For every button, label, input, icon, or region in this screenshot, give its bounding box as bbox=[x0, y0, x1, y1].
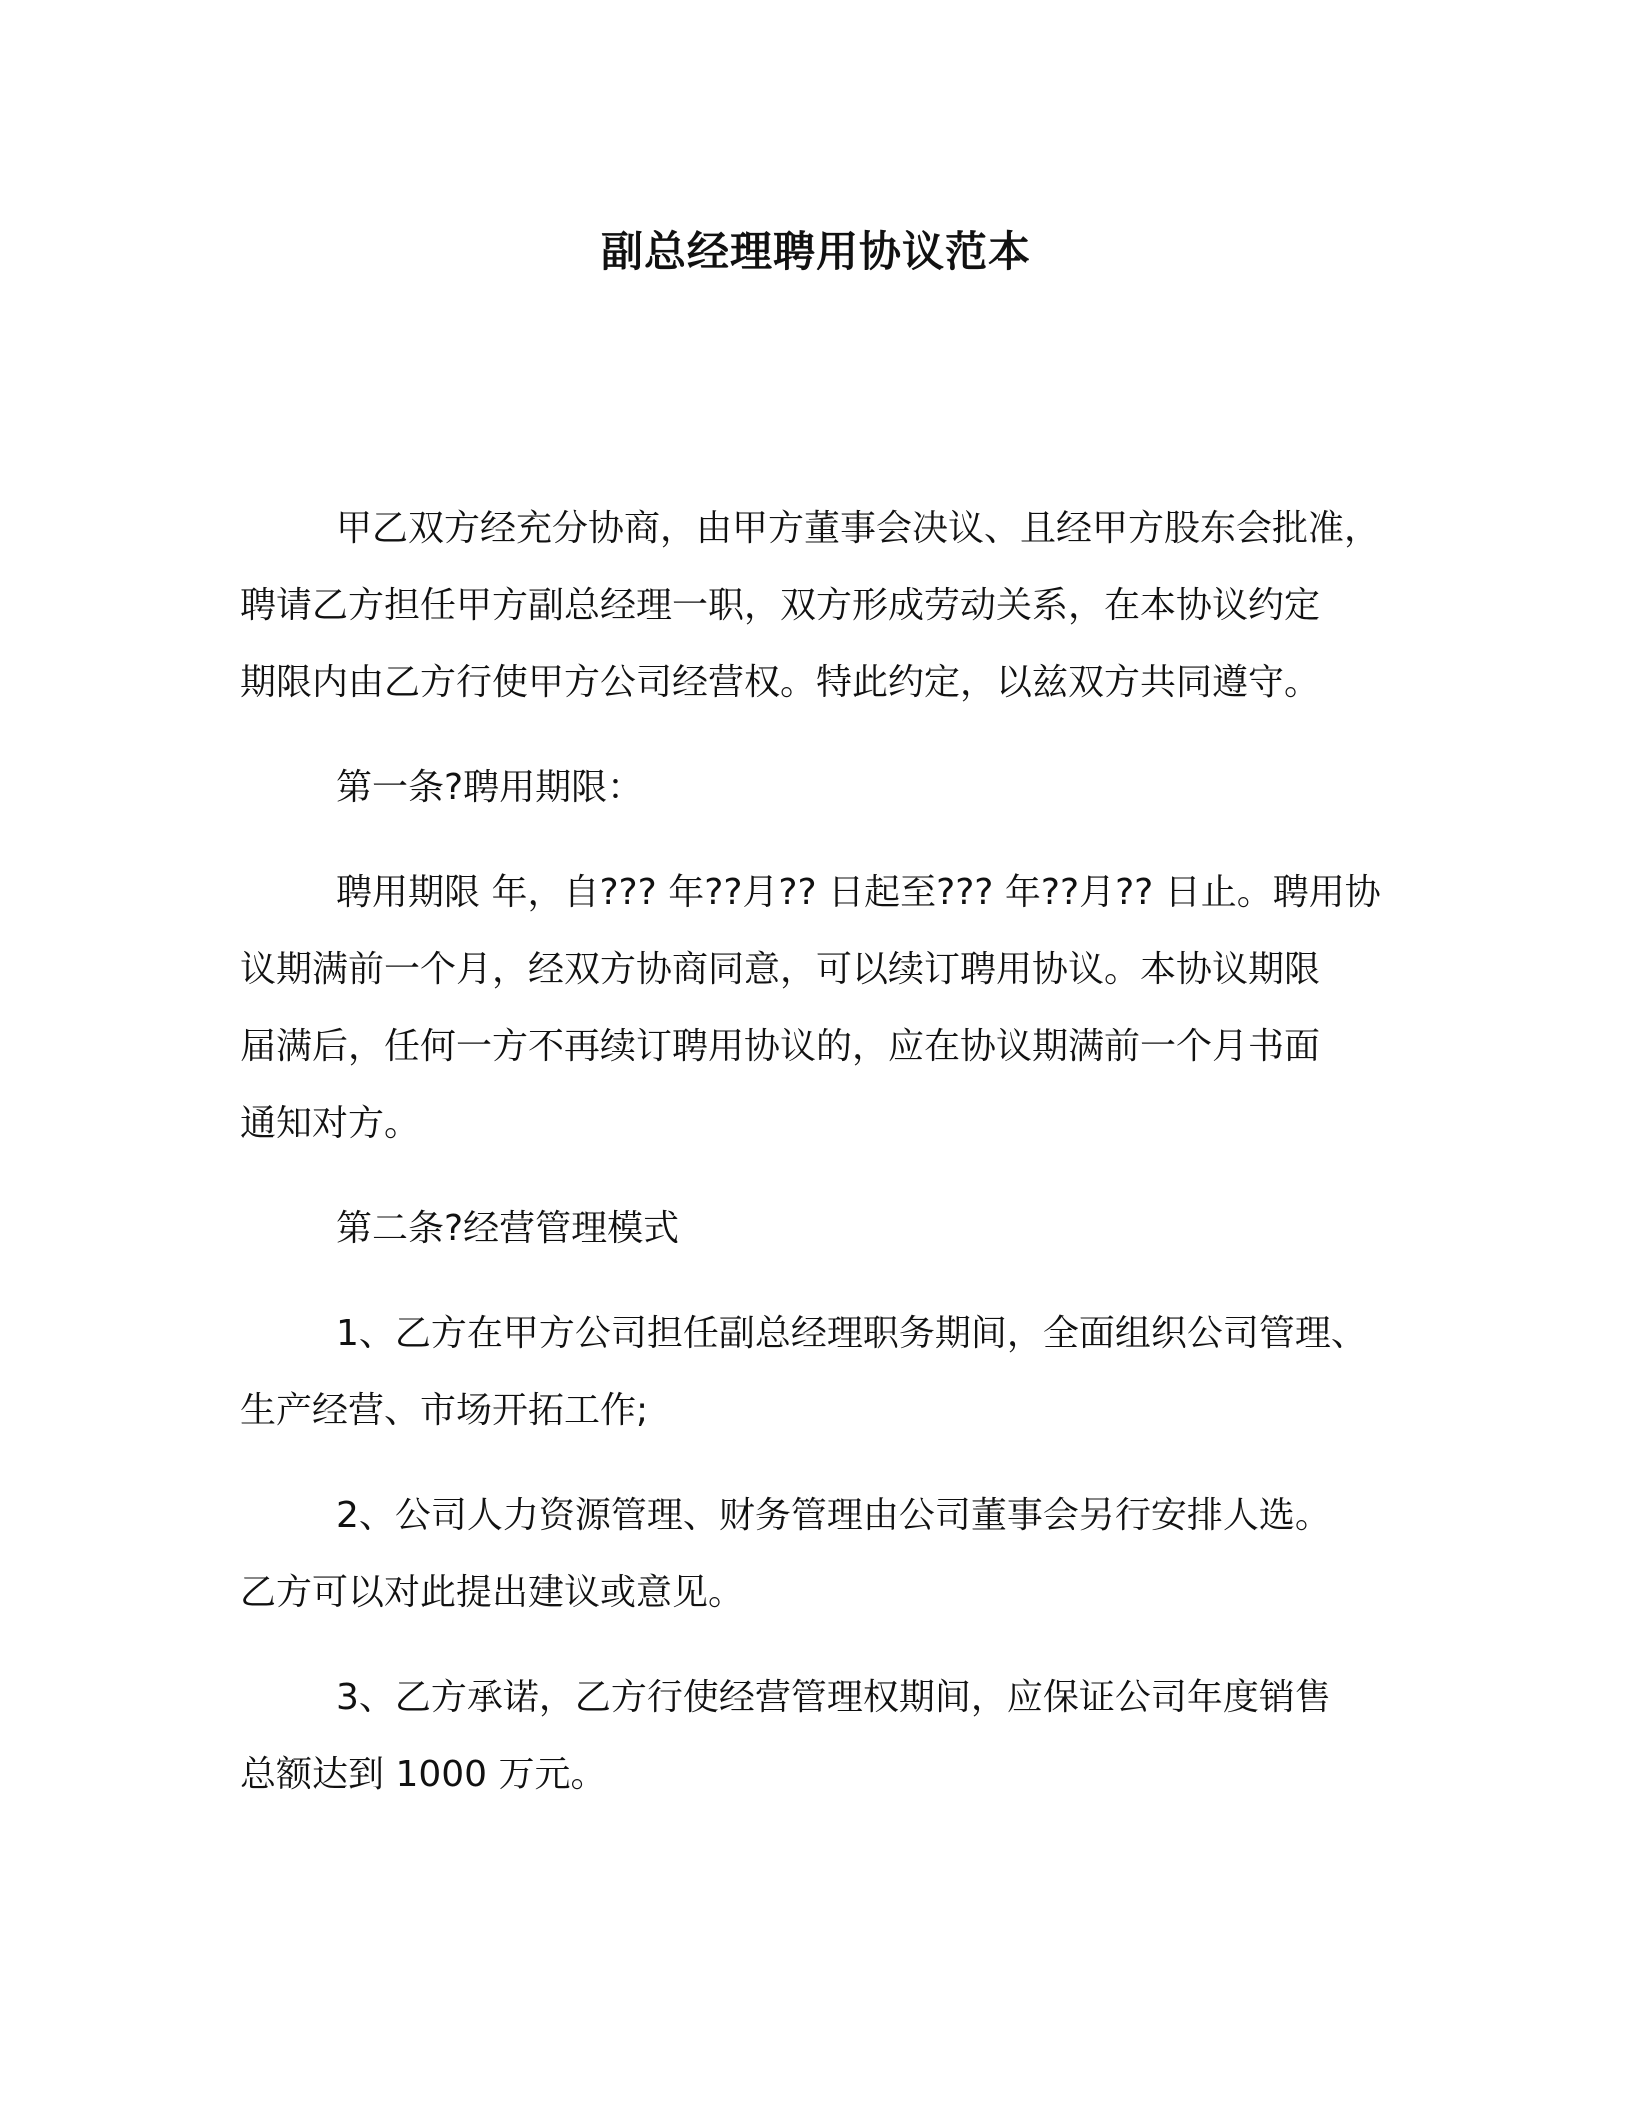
article-2-item-line: 总额达到 1000 万元。 bbox=[240, 1754, 607, 1795]
article-2-heading: 第二条?经营管理模式 bbox=[336, 1208, 680, 1249]
preamble-line: 期限内由乙方行使甲方公司经营权。特此约定，以兹双方共同遵守。 bbox=[240, 662, 1321, 703]
article-1-line: 议期满前一个月，经双方协商同意，可以续订聘用协议。本协议期限 bbox=[240, 949, 1321, 990]
preamble-line: 聘请乙方担任甲方副总经理一职，双方形成劳动关系，在本协议约定 bbox=[240, 585, 1321, 626]
article-1-heading: 第一条?聘用期限： bbox=[336, 767, 644, 808]
preamble-paragraph bbox=[240, 490, 1381, 721]
preamble-line: 甲乙双方经充分协商，由甲方董事会决议、且经甲方股东会批准， bbox=[336, 508, 1381, 549]
article-2-item-line: 1、乙方在甲方公司担任副总经理职务期间，全面组织公司管理、 bbox=[336, 1313, 1367, 1354]
article-2-item-2 bbox=[240, 1477, 1370, 1631]
document-body bbox=[240, 490, 1381, 1841]
article-2-item-line: 乙方可以对此提出建议或意见。 bbox=[240, 1572, 745, 1613]
article-2-item-line: 生产经营、市场开拓工作; bbox=[240, 1390, 649, 1431]
article-2-item-line: 3、乙方承诺，乙方行使经营管理权期间，应保证公司年度销售 bbox=[336, 1677, 1331, 1718]
article-1-line: 通知对方。 bbox=[240, 1103, 421, 1144]
article-1-line: 聘用期限 年，自??? 年??月?? 日起至??? 年??月?? 日止。聘用协 bbox=[336, 872, 1381, 913]
article-1-line: 届满后，任何一方不再续订聘用协议的，应在协议期满前一个月书面 bbox=[240, 1026, 1321, 1067]
article-2-item-3 bbox=[240, 1659, 1370, 1813]
article-1-paragraph bbox=[240, 854, 1381, 1162]
article-2-item-1 bbox=[240, 1295, 1370, 1449]
document-title: 副总经理聘用协议范本 bbox=[600, 227, 1031, 276]
article-2-item-line: 2、公司人力资源管理、财务管理由公司董事会另行安排人选。 bbox=[336, 1495, 1331, 1536]
